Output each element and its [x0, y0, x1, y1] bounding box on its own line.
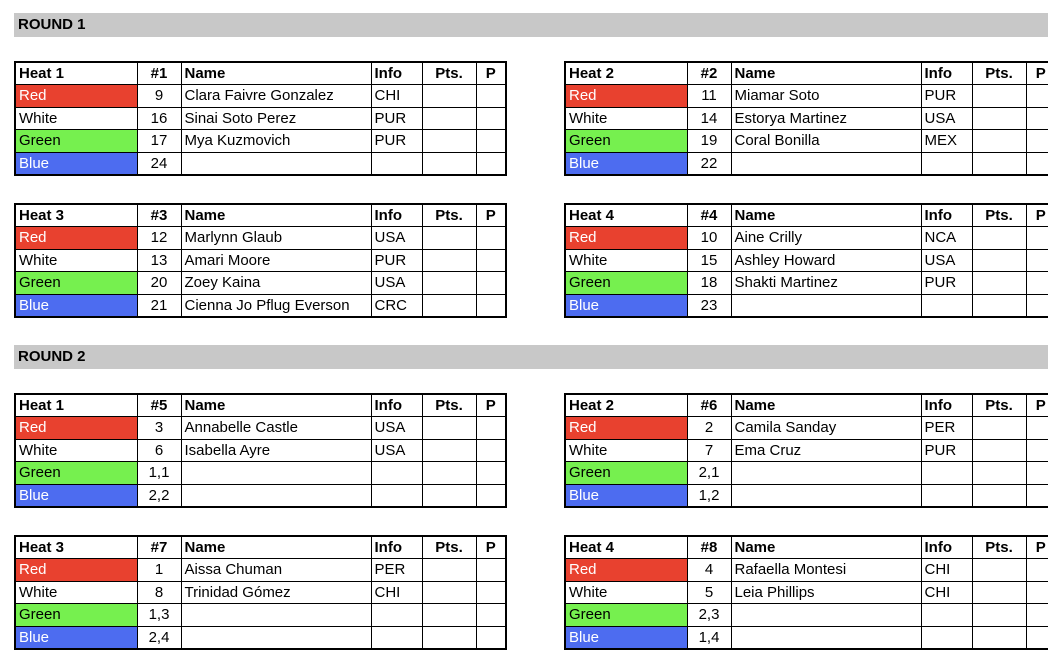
country-cell: MEX — [921, 130, 972, 153]
athlete-name-cell — [181, 462, 371, 485]
name-header: Name — [181, 62, 371, 85]
pts-header: Pts. — [972, 394, 1026, 417]
round-2-bar: ROUND 2 — [14, 345, 1048, 369]
table-row — [565, 626, 1048, 649]
place-cell — [1026, 417, 1048, 440]
heat-header-row — [565, 394, 1048, 417]
heat-number: #6 — [687, 394, 731, 417]
country-cell: PUR — [371, 107, 422, 130]
info-header: Info — [921, 394, 972, 417]
table-row — [15, 626, 506, 649]
lane-color-cell: White — [565, 581, 687, 604]
place-cell — [476, 130, 506, 153]
lane-color-cell: Blue — [565, 294, 687, 317]
place-cell — [476, 152, 506, 175]
table-row — [15, 559, 506, 582]
p-header: P — [476, 536, 506, 559]
points-cell — [422, 272, 476, 295]
seed-number-cell: 19 — [687, 130, 731, 153]
points-cell — [422, 484, 476, 507]
place-cell — [476, 581, 506, 604]
lane-color-cell: Blue — [15, 152, 137, 175]
heat-label: Heat 4 — [565, 204, 687, 227]
place-cell — [1026, 462, 1048, 485]
seed-number-cell: 21 — [137, 294, 181, 317]
country-cell — [371, 604, 422, 627]
athlete-name-cell — [731, 626, 921, 649]
athlete-name-cell: Isabella Ayre — [181, 439, 371, 462]
info-header: Info — [921, 536, 972, 559]
athlete-name-cell — [181, 626, 371, 649]
seed-number-cell: 1,4 — [687, 626, 731, 649]
athlete-name-cell: Amari Moore — [181, 249, 371, 272]
lane-color-cell: Green — [15, 272, 137, 295]
seed-number-cell: 2 — [687, 417, 731, 440]
heat-label: Heat 3 — [15, 536, 137, 559]
heat-label: Heat 2 — [565, 394, 687, 417]
seed-number-cell: 2,4 — [137, 626, 181, 649]
table-row — [565, 294, 1048, 317]
athlete-name-cell: Annabelle Castle — [181, 417, 371, 440]
athlete-name-cell: Zoey Kaina — [181, 272, 371, 295]
points-cell — [422, 85, 476, 108]
points-cell — [972, 626, 1026, 649]
name-header: Name — [181, 204, 371, 227]
round-1-bar: ROUND 1 — [14, 13, 1048, 37]
athlete-name-cell — [181, 604, 371, 627]
lane-color-cell: Green — [565, 604, 687, 627]
heat-label: Heat 2 — [565, 62, 687, 85]
heat-number: #7 — [137, 536, 181, 559]
pts-header: Pts. — [972, 204, 1026, 227]
seed-number-cell: 22 — [687, 152, 731, 175]
athlete-name-cell: Mya Kuzmovich — [181, 130, 371, 153]
points-cell — [422, 626, 476, 649]
athlete-name-cell: Aissa Chuman — [181, 559, 371, 582]
country-cell: PUR — [371, 249, 422, 272]
points-cell — [972, 85, 1026, 108]
seed-number-cell: 7 — [687, 439, 731, 462]
points-cell — [422, 227, 476, 250]
country-cell — [921, 462, 972, 485]
seed-number-cell: 17 — [137, 130, 181, 153]
table-row — [565, 227, 1048, 250]
lane-color-cell: Red — [15, 227, 137, 250]
athlete-name-cell: Shakti Martinez — [731, 272, 921, 295]
table-row — [15, 152, 506, 175]
table-row — [15, 439, 506, 462]
country-cell — [371, 626, 422, 649]
heat-number: #3 — [137, 204, 181, 227]
country-cell: PUR — [921, 439, 972, 462]
athlete-name-cell: Rafaella Montesi — [731, 559, 921, 582]
info-header: Info — [921, 204, 972, 227]
seed-number-cell: 23 — [687, 294, 731, 317]
lane-color-cell: Blue — [565, 484, 687, 507]
points-cell — [972, 227, 1026, 250]
heat-table — [564, 535, 1046, 650]
seed-number-cell: 2,2 — [137, 484, 181, 507]
lane-color-cell: Red — [565, 227, 687, 250]
place-cell — [476, 249, 506, 272]
lane-color-cell: Red — [15, 417, 137, 440]
points-cell — [972, 272, 1026, 295]
info-header: Info — [371, 536, 422, 559]
place-cell — [1026, 130, 1048, 153]
athlete-name-cell — [181, 484, 371, 507]
lane-color-cell: Red — [15, 85, 137, 108]
place-cell — [1026, 294, 1048, 317]
country-cell — [921, 152, 972, 175]
lane-color-cell: Green — [565, 462, 687, 485]
athlete-name-cell: Cienna Jo Pflug Everson — [181, 294, 371, 317]
seed-number-cell: 16 — [137, 107, 181, 130]
seed-number-cell: 10 — [687, 227, 731, 250]
country-cell: PER — [921, 417, 972, 440]
lane-color-cell: Blue — [565, 626, 687, 649]
lane-color-cell: White — [15, 439, 137, 462]
place-cell — [1026, 604, 1048, 627]
heat-table — [564, 61, 1046, 176]
name-header: Name — [731, 536, 921, 559]
points-cell — [972, 249, 1026, 272]
heat-table — [14, 203, 496, 318]
country-cell: CHI — [921, 559, 972, 582]
name-header: Name — [181, 394, 371, 417]
country-cell — [371, 484, 422, 507]
table-row — [565, 462, 1048, 485]
country-cell — [371, 152, 422, 175]
country-cell — [921, 626, 972, 649]
place-cell — [1026, 484, 1048, 507]
lane-color-cell: Red — [15, 559, 137, 582]
heat-number: #4 — [687, 204, 731, 227]
seed-number-cell: 8 — [137, 581, 181, 604]
country-cell: CRC — [371, 294, 422, 317]
seed-number-cell: 1,3 — [137, 604, 181, 627]
athlete-name-cell: Ema Cruz — [731, 439, 921, 462]
points-cell — [422, 581, 476, 604]
seed-number-cell: 2,1 — [687, 462, 731, 485]
place-cell — [1026, 85, 1048, 108]
heat-table — [14, 535, 496, 650]
athlete-name-cell: Ashley Howard — [731, 249, 921, 272]
table-row — [565, 604, 1048, 627]
pts-header: Pts. — [422, 204, 476, 227]
place-cell — [1026, 581, 1048, 604]
seed-number-cell: 3 — [137, 417, 181, 440]
heat-header-row — [565, 536, 1048, 559]
lane-color-cell: Green — [15, 130, 137, 153]
athlete-name-cell: Clara Faivre Gonzalez — [181, 85, 371, 108]
points-cell — [972, 559, 1026, 582]
points-cell — [422, 604, 476, 627]
place-cell — [476, 626, 506, 649]
points-cell — [972, 439, 1026, 462]
country-cell: USA — [921, 107, 972, 130]
athlete-name-cell: Miamar Soto — [731, 85, 921, 108]
points-cell — [972, 484, 1026, 507]
table-row — [565, 107, 1048, 130]
p-header: P — [476, 394, 506, 417]
points-cell — [972, 604, 1026, 627]
lane-color-cell: Blue — [15, 484, 137, 507]
lane-color-cell: White — [15, 249, 137, 272]
place-cell — [476, 107, 506, 130]
heat-label: Heat 3 — [15, 204, 137, 227]
country-cell: NCA — [921, 227, 972, 250]
place-cell — [1026, 626, 1048, 649]
points-cell — [972, 294, 1026, 317]
table-row — [565, 581, 1048, 604]
lane-color-cell: White — [565, 107, 687, 130]
table-row — [15, 107, 506, 130]
table-row — [565, 484, 1048, 507]
p-header: P — [476, 62, 506, 85]
seed-number-cell: 1,1 — [137, 462, 181, 485]
place-cell — [476, 272, 506, 295]
points-cell — [422, 107, 476, 130]
place-cell — [1026, 152, 1048, 175]
country-cell: USA — [371, 439, 422, 462]
lane-color-cell: Green — [565, 130, 687, 153]
table-row — [565, 130, 1048, 153]
country-cell: USA — [371, 417, 422, 440]
athlete-name-cell: Estorya Martinez — [731, 107, 921, 130]
table-row — [565, 439, 1048, 462]
seed-number-cell: 24 — [137, 152, 181, 175]
table-row — [565, 417, 1048, 440]
name-header: Name — [731, 204, 921, 227]
heat-table — [14, 61, 496, 176]
points-cell — [972, 107, 1026, 130]
points-cell — [422, 249, 476, 272]
place-cell — [1026, 439, 1048, 462]
info-header: Info — [371, 204, 422, 227]
country-cell: USA — [921, 249, 972, 272]
athlete-name-cell — [731, 484, 921, 507]
points-cell — [972, 152, 1026, 175]
p-header: P — [1026, 204, 1048, 227]
points-cell — [422, 417, 476, 440]
points-cell — [972, 462, 1026, 485]
athlete-name-cell — [731, 604, 921, 627]
athlete-name-cell — [731, 462, 921, 485]
p-header: P — [476, 204, 506, 227]
table-row — [15, 484, 506, 507]
place-cell — [1026, 227, 1048, 250]
points-cell — [422, 294, 476, 317]
seed-number-cell: 4 — [687, 559, 731, 582]
heat-table — [14, 393, 496, 508]
place-cell — [1026, 272, 1048, 295]
country-cell — [921, 294, 972, 317]
athlete-name-cell — [731, 152, 921, 175]
table-row — [565, 272, 1048, 295]
lane-color-cell: Red — [565, 559, 687, 582]
table-row — [15, 85, 506, 108]
heat-table — [564, 393, 1046, 508]
athlete-name-cell: Sinai Soto Perez — [181, 107, 371, 130]
lane-color-cell: White — [565, 249, 687, 272]
seed-number-cell: 1 — [137, 559, 181, 582]
country-cell — [371, 462, 422, 485]
info-header: Info — [371, 394, 422, 417]
country-cell: PUR — [371, 130, 422, 153]
info-header: Info — [371, 62, 422, 85]
pts-header: Pts. — [972, 62, 1026, 85]
country-cell: USA — [371, 272, 422, 295]
country-cell: PUR — [921, 272, 972, 295]
place-cell — [1026, 249, 1048, 272]
points-cell — [422, 559, 476, 582]
heat-header-row — [15, 62, 506, 85]
seed-number-cell: 11 — [687, 85, 731, 108]
heat-label: Heat 1 — [15, 394, 137, 417]
pts-header: Pts. — [422, 536, 476, 559]
info-header: Info — [921, 62, 972, 85]
heat-header-row — [15, 394, 506, 417]
place-cell — [476, 559, 506, 582]
points-cell — [422, 152, 476, 175]
table-row — [15, 294, 506, 317]
lane-color-cell: Green — [565, 272, 687, 295]
place-cell — [1026, 107, 1048, 130]
p-header: P — [1026, 62, 1048, 85]
seed-number-cell: 5 — [687, 581, 731, 604]
table-row — [565, 85, 1048, 108]
name-header: Name — [181, 536, 371, 559]
athlete-name-cell: Leia Phillips — [731, 581, 921, 604]
heat-header-row — [565, 204, 1048, 227]
points-cell — [422, 462, 476, 485]
p-header: P — [1026, 536, 1048, 559]
table-row — [15, 272, 506, 295]
athlete-name-cell: Marlynn Glaub — [181, 227, 371, 250]
seed-number-cell: 18 — [687, 272, 731, 295]
country-cell — [921, 484, 972, 507]
table-row — [15, 417, 506, 440]
heat-number: #1 — [137, 62, 181, 85]
points-cell — [422, 439, 476, 462]
country-cell: CHI — [371, 581, 422, 604]
table-row — [15, 581, 506, 604]
place-cell — [476, 417, 506, 440]
seed-number-cell: 6 — [137, 439, 181, 462]
athlete-name-cell: Aine Crilly — [731, 227, 921, 250]
p-header: P — [1026, 394, 1048, 417]
pts-header: Pts. — [422, 394, 476, 417]
lane-color-cell: Red — [565, 417, 687, 440]
lane-color-cell: Blue — [15, 294, 137, 317]
heat-number: #8 — [687, 536, 731, 559]
pts-header: Pts. — [422, 62, 476, 85]
lane-color-cell: Blue — [565, 152, 687, 175]
lane-color-cell: White — [15, 581, 137, 604]
athlete-name-cell: Camila Sanday — [731, 417, 921, 440]
place-cell — [476, 439, 506, 462]
name-header: Name — [731, 62, 921, 85]
pts-header: Pts. — [972, 536, 1026, 559]
place-cell — [476, 294, 506, 317]
place-cell — [476, 484, 506, 507]
heat-number: #2 — [687, 62, 731, 85]
seed-number-cell: 2,3 — [687, 604, 731, 627]
seed-number-cell: 9 — [137, 85, 181, 108]
place-cell — [476, 85, 506, 108]
athlete-name-cell: Trinidad Gómez — [181, 581, 371, 604]
lane-color-cell: Green — [15, 462, 137, 485]
lane-color-cell: White — [15, 107, 137, 130]
athlete-name-cell: Coral Bonilla — [731, 130, 921, 153]
heat-label: Heat 4 — [565, 536, 687, 559]
seed-number-cell: 14 — [687, 107, 731, 130]
heat-table — [564, 203, 1046, 318]
country-cell: PUR — [921, 85, 972, 108]
table-row — [15, 604, 506, 627]
heat-header-row — [15, 536, 506, 559]
table-row — [15, 130, 506, 153]
heat-number: #5 — [137, 394, 181, 417]
table-row — [15, 227, 506, 250]
seed-number-cell: 20 — [137, 272, 181, 295]
heat-header-row — [565, 62, 1048, 85]
points-cell — [972, 417, 1026, 440]
table-row — [15, 462, 506, 485]
seed-number-cell: 15 — [687, 249, 731, 272]
table-row — [565, 249, 1048, 272]
place-cell — [476, 604, 506, 627]
lane-color-cell: Red — [565, 85, 687, 108]
country-cell: CHI — [921, 581, 972, 604]
athlete-name-cell — [731, 294, 921, 317]
country-cell — [921, 604, 972, 627]
country-cell: PER — [371, 559, 422, 582]
athlete-name-cell — [181, 152, 371, 175]
table-row — [15, 249, 506, 272]
country-cell: CHI — [371, 85, 422, 108]
table-row — [565, 559, 1048, 582]
points-cell — [422, 130, 476, 153]
lane-color-cell: White — [565, 439, 687, 462]
place-cell — [1026, 559, 1048, 582]
place-cell — [476, 227, 506, 250]
lane-color-cell: Green — [15, 604, 137, 627]
seed-number-cell: 13 — [137, 249, 181, 272]
points-cell — [972, 581, 1026, 604]
place-cell — [476, 462, 506, 485]
table-row — [565, 152, 1048, 175]
heat-header-row — [15, 204, 506, 227]
seed-number-cell: 1,2 — [687, 484, 731, 507]
seed-number-cell: 12 — [137, 227, 181, 250]
country-cell: USA — [371, 227, 422, 250]
heat-label: Heat 1 — [15, 62, 137, 85]
points-cell — [972, 130, 1026, 153]
name-header: Name — [731, 394, 921, 417]
lane-color-cell: Blue — [15, 626, 137, 649]
